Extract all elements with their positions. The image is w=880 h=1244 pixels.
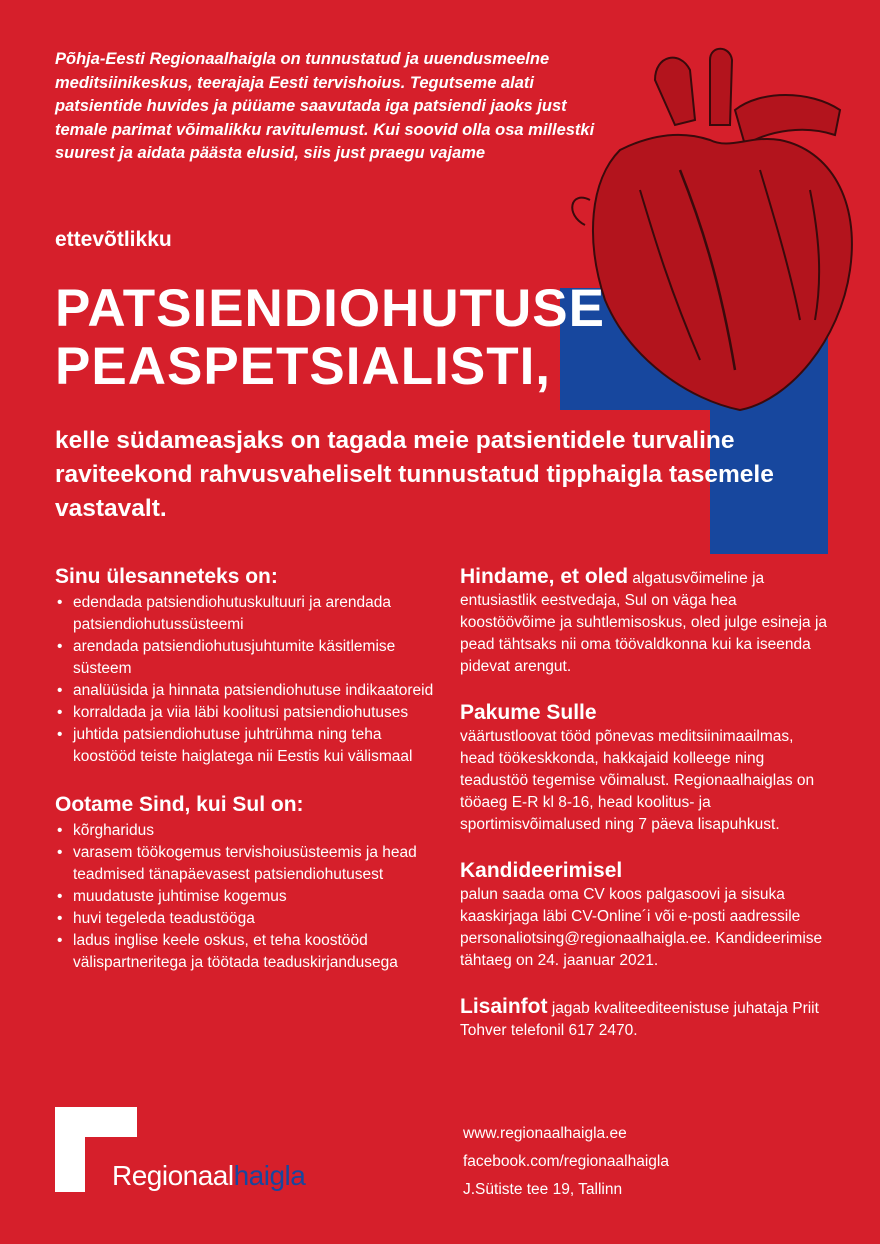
requirements-heading: Ootame Sind, kui Sul on:	[55, 793, 304, 816]
list-item: • kõrgharidus	[55, 820, 435, 842]
list-item: • edendada patsiendiohutuskultuuri ja arendada patsiendiohutussüsteemi	[55, 592, 435, 636]
values-block	[460, 564, 830, 678]
job-title	[55, 280, 605, 396]
list-item: • ladus inglise keele oskus, et teha koostööd välispartneritega ja töötada teaduskirjandusega	[55, 930, 435, 974]
offer-block	[460, 700, 830, 836]
info-text: jagab kvaliteediteenistuse juhataja Priit Tohver telefonil 617 2470.	[460, 1000, 819, 1039]
logo-text-primary: Regionaal	[112, 1160, 234, 1191]
duties-heading: Sinu ülesanneteks on:	[55, 565, 278, 588]
list-item: • analüüsida ja hinnata patsiendiohutuse indikaatoreid	[55, 680, 435, 702]
apply-block	[460, 858, 830, 972]
address: J.Sütiste tee 19, Tallinn	[463, 1181, 623, 1198]
offer-text: väärtustloovat tööd põnevas meditsiinimaailmas, head töökeskkonda, hakkajaid kolleege ning teadustöö tegemise võimalust. Regionaalhaiglas on tööaeg E-R kl 8-16, head koolitus- ja sportimisvõimalused ning 7 päeva lisapuhkust.	[460, 728, 815, 833]
facebook-link[interactable]: facebook.com/regionaalhaigla	[463, 1153, 669, 1170]
requirements-list	[55, 820, 435, 974]
list-item: • arendada patsiendiohutusjuhtumite käsitlemise süsteem	[55, 636, 435, 680]
values-heading: Hindame, et oled	[460, 565, 629, 588]
logo-mark-vertical	[55, 1107, 85, 1192]
logo-text-accent: haigla	[233, 1160, 306, 1191]
info-heading: Lisainfot	[460, 995, 548, 1018]
website-link[interactable]: www.regionaalhaigla.ee	[463, 1125, 627, 1142]
list-item: • varasem töökogemus tervishoiusüsteemis ja head teadmised tänapäevasest patsiendiohutusest	[55, 842, 435, 886]
right-column	[460, 564, 830, 1064]
list-item: • huvi tegeleda teadustööga	[55, 908, 435, 930]
lead-word: ettevõtlikku	[55, 228, 172, 251]
job-title-line1: PATSIENDIOHUTUSE	[55, 279, 605, 338]
contacts	[463, 1120, 669, 1204]
duties-list	[55, 592, 435, 768]
info-block	[460, 994, 830, 1042]
intro-text: Põhja-Eesti Regionaalhaigla on tunnustatud ja uuendusmeelne meditsiinikeskus, teerajaja Eesti tervishoius. Tegutseme alati patsientide huvides ja püüame saavutada iga patsiendi jaoks just temale parimat võimalikku ravitulemust. Kui soovid olla osa millestki suurest ja aidata päästa elusid, siis just praegu vajame	[55, 50, 595, 162]
list-item: • korraldada ja viia läbi koolitusi patsiendiohutuses	[55, 702, 435, 724]
subtitle: kelle südameasjaks on tagada meie patsientidele turvaline raviteekond rahvusvaheliselt tunnustatud tipphaigla tasemele vastavalt.	[55, 427, 774, 522]
apply-text: palun saada oma CV koos palgasoovi ja sisuka kaaskirjaga läbi CV-Online´i või e-posti aadressile personaliotsing@regionaalhaigla.ee. Kandideerimise tähtaeg on 24. jaanuar 2021.	[460, 886, 823, 969]
offer-heading: Pakume Sulle	[460, 701, 597, 724]
job-title-line2: PEASPETSIALISTI,	[55, 337, 552, 396]
logo	[112, 1160, 305, 1192]
list-item: • juhtida patsiendiohutuse juhtrühma ning teha koostööd teiste haiglatega nii Eestis kui välismaal	[55, 724, 435, 768]
apply-heading: Kandideerimisel	[460, 859, 623, 882]
left-column	[55, 564, 435, 998]
list-item: • muudatuste juhtimise kogemus	[55, 886, 435, 908]
values-text: algatusvõimeline ja entusiastlik eestvedaja, Sul on väga hea koostöövõime ja suhtlemisoskus, oled julge esineja ja pead tähtsaks nii oma töövaldkonna kui ka iseenda pidevat arengut.	[460, 570, 828, 675]
